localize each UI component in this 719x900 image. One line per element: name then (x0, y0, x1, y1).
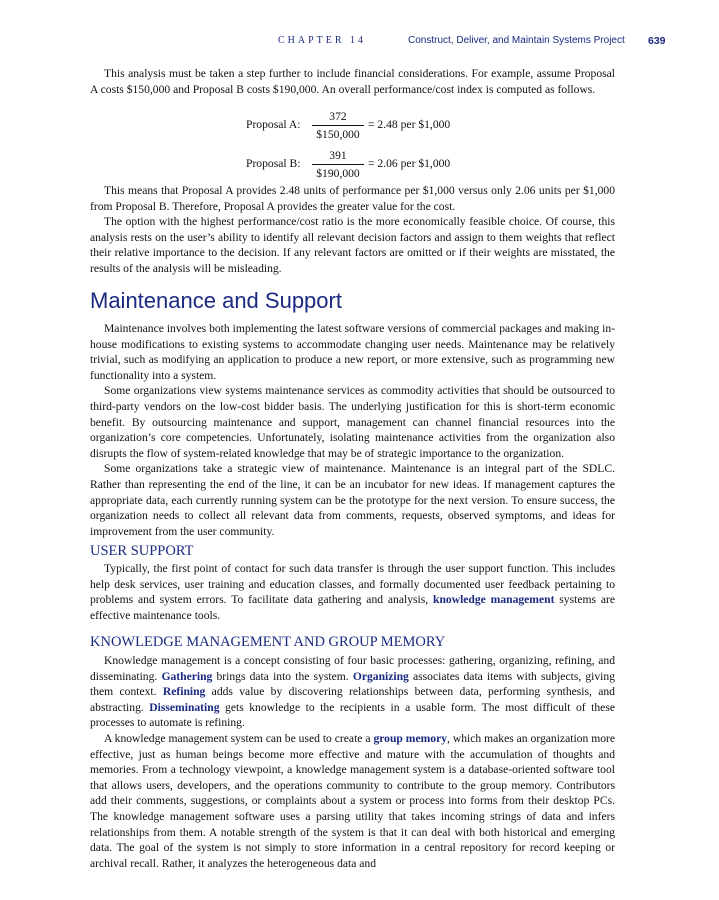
knowledge-body (90, 653, 615, 871)
subheading-user-support: USER SUPPORT (90, 543, 194, 559)
numerator: 391 (329, 149, 347, 162)
equation-proposal-a (246, 110, 506, 140)
user-support-body (90, 561, 615, 623)
text-run: Typically, the first point of contact for such data transfer is through the user support function. This includes help desk services, user training and education classes, and formally documented user feedback pertaining to problems and system errors. To facilitate data gathering and analysis, (90, 562, 615, 607)
denominator: $190,000 (316, 167, 360, 180)
section-heading: Maintenance and Support (90, 288, 342, 313)
paragraph (90, 653, 615, 731)
paragraph: Maintenance involves both implementing the latest software versions of commercial packages and making in-house modifications to existing systems to accommodate changing user needs. Maintenance may be relatively trivial, such as modifying an application to produce a new report, or more extensive, such as programming new functionality into a system. (90, 322, 615, 382)
equation-result: = 2.48 per $1,000 (368, 118, 451, 131)
equation-result: = 2.06 per $1,000 (368, 157, 451, 170)
paragraph: Some organizations view systems maintenance services as commodity activities that should be outsourced to third-party vendors on the low-cost bidder basis. The underlying justification for this is short-term economic benefit. By outsourcing maintenance and support, management can channel financial resources into the organization’s core competencies. Unfortunately, isolating maintenance activities from the organization also disrupts the flow of system-related knowledge that may be of strategic importance to the organization. (90, 384, 615, 460)
paragraph: This analysis must be taken a step further to include financial considerations. For example, assume Proposal A costs $150,000 and Proposal B costs $190,000. An overall performance/cost index is computed as follows. (90, 67, 615, 96)
paragraph: The option with the highest performance/cost ratio is the more economically feasible choice. Of course, this analysis rests on the user’s ability to identify all relevant decision factors and assign to them weights that reflect their relative importance to the decision. If any relevant factors are omitted or if their weights are misstated, the results of the analysis will be misleading. (90, 215, 615, 275)
paragraph: This means that Proposal A provides 2.48 units of performance per $1,000 versus only 2.06 units per $1,000 from Proposal B. Therefore, Proposal A provides the greater value for the cost. (90, 184, 615, 213)
paragraph: Some organizations take a strategic view of maintenance. Maintenance is an integral part of the SDLC. Rather than representing the end of the line, it can be an incubator for new ideas. If management captures the appropriate data, each currently running system can be the prototype for the next version. To ensure success, the organization needs to collect all relevant data from comments, requests, observed symptoms, and ideas for improvement from the user community. (90, 462, 615, 538)
key-term: group memory (373, 731, 448, 745)
intro-paragraphs (90, 183, 615, 277)
text-run: gets knowledge to the recipients in a usable form. The most difficult of these processes to automate is refining. (90, 700, 615, 730)
fraction (312, 149, 364, 180)
key-term: knowledge management (433, 593, 555, 607)
key-term: Disseminating (149, 700, 220, 714)
intro-paragraph-1 (90, 66, 615, 97)
equation-proposal-b (246, 149, 506, 179)
subheading-knowledge-management: KNOWLEDGE MANAGEMENT AND GROUP MEMORY (90, 634, 446, 650)
numerator: 372 (329, 110, 347, 123)
equation-label: Proposal A: (246, 118, 301, 131)
maintenance-body (90, 321, 615, 539)
key-term: Gathering (161, 669, 213, 683)
chapter-label: CHAPTER 14 (278, 35, 367, 46)
page-number: 639 (648, 35, 666, 47)
fraction-bar (312, 164, 364, 165)
text-run: A knowledge management system can be used to create a (104, 731, 374, 745)
key-term: Refining (162, 685, 206, 699)
text-run: Knowledge management is a concept consisting of four basic processes: gathering, organizing, refining, and disseminating. (90, 654, 615, 683)
equation-label: Proposal B: (246, 157, 301, 170)
text-run: associates data items with subjects, giving them context. (90, 669, 615, 699)
running-header (0, 35, 719, 51)
paragraph (90, 731, 615, 871)
fraction-bar (312, 125, 364, 126)
denominator: $150,000 (316, 128, 360, 141)
fraction (312, 110, 364, 141)
text-run: brings data into the system. (212, 669, 353, 683)
paragraph (90, 561, 615, 623)
text-run: systems are effective maintenance tools. (90, 593, 616, 622)
text-run: , which makes an organization more effective, just as human beings become more effective and mature with the accumulation of thoughts and memories. From a technology viewpoint, a knowledge management system is a database-oriented software tool that allows users, developers, and the operations community to contribute to the group memory. Contributors add their comments, suggestions, or complaints about a system or process into forms from their desktop PCs. The knowledge management software uses a parsing utility that takes incoming strings of data and infers relationships from them. A notable strength of the system is that it can deal with both historical and emerging data. The goal of the system is not simply to store information in a central repository for record keeping or archival recall. Rather, it analyzes the heterogeneous data and (90, 731, 616, 870)
running-title: Construct, Deliver, and Maintain Systems Project (408, 35, 625, 46)
key-term: Organizing (352, 669, 409, 683)
text-run: adds value by discovering relationships between data, performing synthesis, and abstracting. (90, 685, 615, 714)
